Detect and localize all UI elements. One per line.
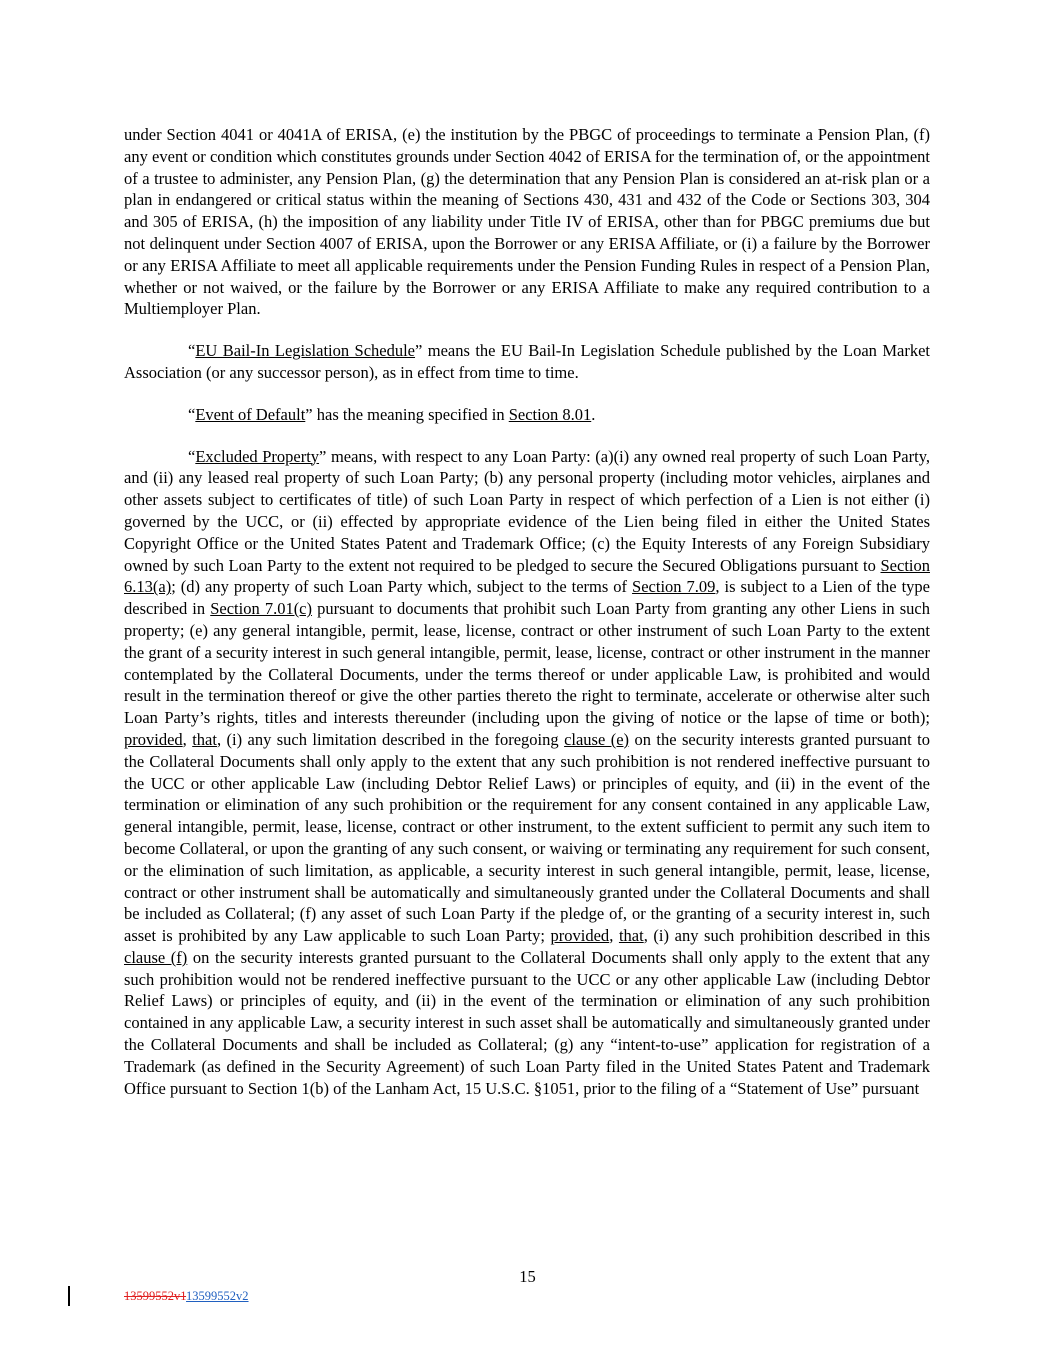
open-quote: “ — [188, 341, 196, 361]
definition-text: , (i) any such prohibition described in this — [643, 926, 931, 946]
deleted-document-id: 13599552v1 — [124, 1289, 187, 1303]
definition-event-of-default — [124, 404, 930, 426]
definition-text: on the security interests granted pursuant to the Collateral Documents shall only apply to the extent that any such prohibition is not rendered ineffective pursuant to the UCC or other applicable Law (including Debtor Relief Laws) or principles of equity, and (ii) in the event of the termination or elimination of any such prohibition or the requirement for any consent contained in any applicable Law, general intangible, permit, lease, license, contract or other instrument, to the extent sufficient to permit any such item to become Collateral, or upon the granting of any such consent, or waiving or terminating any requirement for such consent, or the elimination of such limitation, as applicable, a security interest in such general intangible, permit, lease, license, contract or other instrument shall be automatically and simultaneously granted under the Collateral Documents and shall be included as Collateral; (f) any asset of such Loan Party if the pledge of, or the granting of a security interest in, such asset is prohibited by any Law applicable to such Loan Party; — [124, 729, 930, 946]
definition-text: , — [609, 926, 619, 946]
document-body — [124, 124, 930, 1119]
definition-text: , is subject to a Lien of the type described in — [124, 577, 930, 619]
definition-end: . — [591, 404, 596, 424]
open-quote: “ — [188, 404, 196, 424]
definition-text: ” has the meaning specified in — [305, 404, 509, 424]
inserted-document-id: 13599552v2 — [186, 1289, 249, 1303]
definition-text: ; (d) any property of such Loan Party which, subject to the terms of — [171, 577, 633, 597]
definition-text: , (i) any such limitation described in the foregoing — [216, 729, 565, 749]
clause-reference: clause (f) — [124, 947, 188, 967]
definition-excluded-property — [124, 446, 930, 1100]
section-reference: Section 6.13(a) — [124, 555, 930, 597]
definition-text: ” means the EU Bail-In Legislation Schedule published by the Loan Market Association (or any successor person), as in effect from time to time. — [124, 341, 930, 382]
clause-reference: clause (e) — [564, 729, 630, 749]
definition-text: pursuant to documents that prohibit such Loan Party from granting any other Liens in such property; (e) any general intangible, permit, lease, license, contract or other instrument of such Loan Party to the extent the grant of a security interest in such general intangible, permit, lease, license, contract or other instrument in the manner contemplated by the Collateral Documents, under the terms thereof or under applicable Law, is prohibited and would result in the termination thereof or give the other parties thereto the right to terminate, accelerate or otherwise alter such Loan Party’s rights, titles and interests thereunder (including upon the giving of notice or the lapse of time or both); — [124, 599, 930, 728]
proviso-term: that — [618, 926, 644, 946]
defined-term: EU Bail-In Legislation Schedule — [195, 341, 416, 361]
change-bar — [68, 1286, 70, 1306]
definition-text: , — [182, 729, 193, 749]
section-reference: Section 8.01 — [508, 404, 592, 424]
definition-text: on the security interests granted pursuant to the Collateral Documents shall only apply to the extent that any such prohibition would not be rendered ineffective pursuant to the UCC or any other applicable Law (including Debtor Relief Laws) or principles of equity, and (ii) in the event of the termination or elimination of any such prohibition contained in any applicable Law, a security interest in such asset shall be automatically and simultaneously granted under the Collateral Documents and shall be included as Collateral; (g) any “intent-to-use” application for registration of a Trademark (as defined in the Security Agreement) of such Loan Party filed in the United States Patent and Trademark Office pursuant to Section 1(b) of the Lanham Act, 15 U.S.C. §1051, prior to the filing of a “Statement of Use” pursuant — [124, 947, 931, 1098]
proviso-term: provided — [550, 926, 610, 946]
defined-term: Excluded Property — [195, 446, 320, 466]
paragraph-erisa-events: under Section 4041 or 4041A of ERISA, (e) the institution by the PBGC of proceedings to terminate a Pension Plan, (f) any event or condition which constitutes grounds under Section 4042 of ERISA for the termination of, or the appointment of a trustee to administer, any Pension Plan, (g) the determination that any Pension Plan is considered an at-risk plan or a plan in endangered or critical status within the meaning of Sections 430, 431 and 432 of the Code or Sections 303, 304 and 305 of ERISA, (h) the imposition of any liability under Title IV of ERISA, other than for PBGC premiums due but not delinquent under Section 4007 of ERISA, upon the Borrower or any ERISA Affiliate, or (i) a failure by the Borrower or any ERISA Affiliate to meet all applicable requirements under the Pension Funding Rules in respect of a Pension Plan, whether or not waived, or the failure by the Borrower or any ERISA Affiliate to make any required contribution to a Multiemployer Plan. — [124, 125, 930, 319]
page-number: 15 — [519, 1267, 536, 1286]
definition-eu-bail-in-legislation-schedule — [124, 340, 930, 384]
proviso-term: that — [192, 729, 217, 749]
defined-term: Event of Default — [195, 404, 306, 424]
document-id — [124, 1288, 249, 1304]
definition-text: ” means, with respect to any Loan Party: (a)(i) any owned real property of such Loan Party, and (ii) any leased real property of such Loan Party; (b) any personal property (including motor vehicles, airplanes and other assets subject to certificates of title) of such Loan Party in respect of which perfection of a Lien is not either (i) governed by the UCC, or (ii) effected by appropriate evidence of the Lien being filed in either the United States Copyright Office or the United States Patent and Trademark Office; (c) the Equity Interests of any Foreign Subsidiary owned by such Loan Party to the extent not required to be pledged to secure the Secured Obligations pursuant to — [124, 446, 930, 575]
section-reference: Section 7.09 — [632, 577, 716, 597]
open-quote: “ — [188, 446, 196, 466]
proviso-term: provided — [124, 729, 183, 749]
section-reference: Section 7.01(c) — [210, 599, 313, 619]
